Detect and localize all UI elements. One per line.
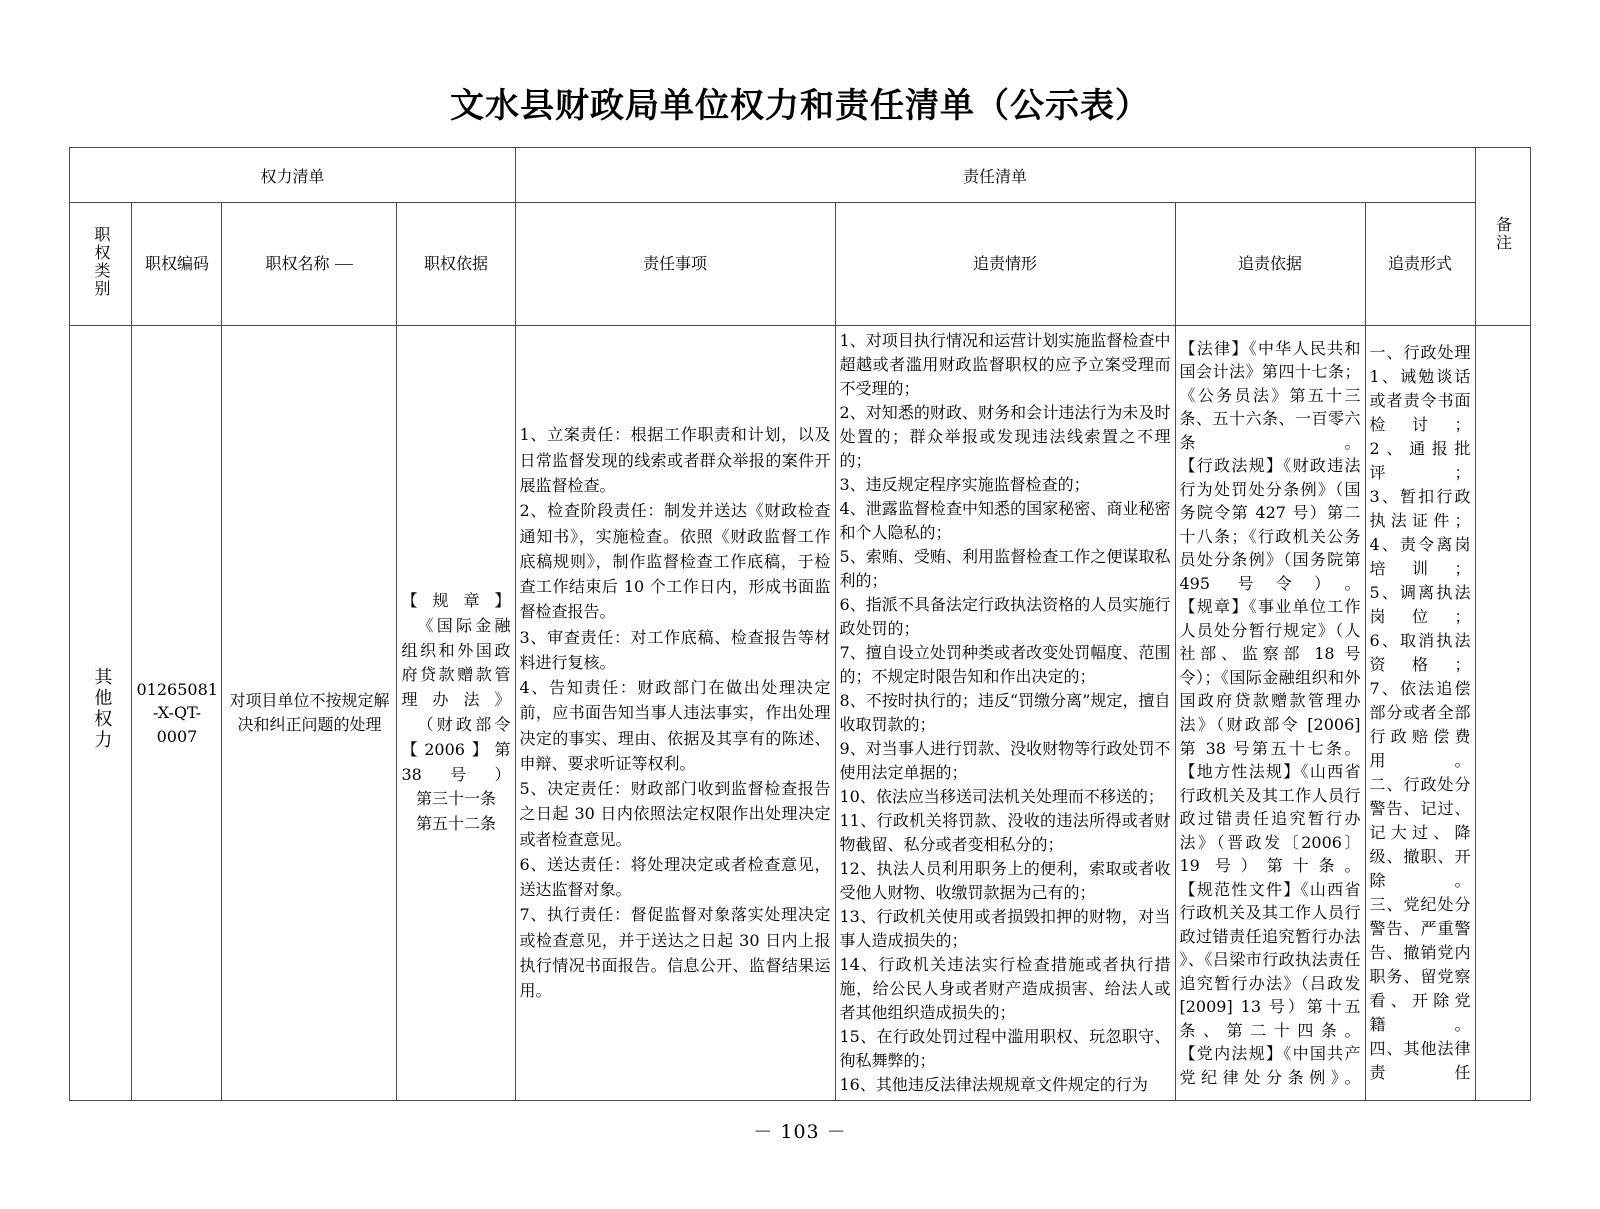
situation-item: 13、行政机关使用或者损毁扣押的财物，对当事人造成损失的；: [839, 907, 1171, 950]
column-header-name-label: 职权名称: [265, 253, 330, 273]
cell-forms: [1365, 326, 1475, 1101]
form-item: 二、行政处分: [1369, 775, 1471, 794]
situation-item: 4、泄露监督检查中知悉的国家秘密、商业秘密和个人隐私的；: [839, 499, 1171, 542]
cell-code: [132, 326, 222, 1101]
form-item: 警告、严重警告、撤销党内职务、留党察看、开除党籍。: [1369, 919, 1471, 1034]
column-header-duties: [515, 203, 835, 326]
column-header-code-label: 职权编码: [144, 253, 209, 273]
situation-item: 9、对当事人进行罚款、没收财物等行政处罚不使用法定单据的；: [839, 739, 1171, 782]
reference-item: 【行政法规】《财政违法行为处罚处分条例》（国务院令第 427 号）第二十八条；《行政机关公务员处分条例》（国务院第 495 号令）。: [1179, 456, 1361, 593]
group-header-duty-list: 责任清单: [515, 148, 1475, 203]
situation-item: 5、索贿、受贿、利用监督检查工作之便谋取私利的；: [839, 547, 1171, 590]
form-item: 警告、记过、记大过、降级、撤职、开除。: [1369, 799, 1471, 890]
situation-item: 2、对知悉的财政、财务和会计违法行为未及时处置的；群众举报或发现违法线索置之不理的；: [839, 403, 1171, 470]
column-header-note: [1475, 148, 1530, 326]
duty-item: 5、决定责任：财政部门收到监督检查报告之日起 30 日内依照法定权限作出处理决定或者检查意见。: [519, 779, 831, 849]
duty-item: 7、执行责任：督促监督对象落实处理决定或检查意见，并于送达之日起 30 日内上报执行情况书面报告。信息公开、监督结果运用。: [519, 905, 831, 1001]
cell-references: [1175, 326, 1365, 1101]
duty-item: 1、立案责任：根据工作职责和计划，以及日常监督发现的线索或者群众举报的案件开展监督检查。: [519, 425, 831, 495]
duty-item: 4、告知责任：财政部门在做出处理决定前，应书面告知当事人违法事实，作出处理决定的事实、理由、依据及其享有的陈述、申辩、要求听证等权利。: [519, 678, 831, 773]
table-group-header-row: [70, 148, 1530, 203]
cell-note: [1475, 326, 1530, 1101]
document-page: [0, 78, 1600, 1209]
situation-item: 14、行政机关违法实行检查措施或者执行措施，给公民人身或者财产造成损害、给法人或者其他组织造成损失的；: [839, 955, 1171, 1022]
form-item: 7、依法追偿部分或者全部行政赔偿费用。: [1369, 679, 1471, 770]
situation-item: 3、违反规定程序实施监督检查的；: [839, 475, 1090, 494]
form-item: 2、通报批评；: [1369, 439, 1471, 482]
reference-item: 【地方性法规】《山西省行政机关及其工作人员行政过错责任追究暂行办法》（晋政发〔2006〕19 号）第十条。: [1179, 762, 1361, 876]
form-item: 四、其他法律责任: [1369, 1039, 1471, 1082]
basis-line: 第三十一条: [415, 789, 496, 809]
power-and-duty-list-table: [69, 147, 1530, 1101]
basis-line: （财政部令【2006】第38号）: [401, 715, 511, 784]
cell-category-text: 其他权力: [91, 667, 113, 752]
cell-code-line1: 01265081: [136, 680, 218, 700]
basis-line: 【规章】: [401, 591, 511, 611]
table-row: [70, 326, 1530, 1101]
duty-item: 6、送达责任：将处理决定或者检查意见，送达监督对象。: [519, 854, 831, 900]
form-item: 三、党纪处分: [1369, 895, 1471, 914]
column-header-references: [1175, 203, 1365, 326]
situation-item: 10、依法应当移送司法机关处理而不移送的；: [839, 787, 1164, 806]
cell-basis: [397, 326, 515, 1101]
column-header-basis: [397, 203, 515, 326]
situation-item: 6、指派不具备法定行政执法资格的人员实施行政处罚的；: [839, 595, 1171, 638]
form-item: 6、取消执法资格；: [1369, 631, 1471, 674]
situation-item: 7、擅自设立处罚种类或者改变处罚幅度、范围的；不规定时限告知和作出决定的；: [839, 643, 1171, 686]
duty-item: 3、审查责任：对工作底稿、检查报告等材料进行复核。: [519, 627, 831, 672]
duty-item: 2、检查阶段责任：制发并送达《财政检查通知书》，实施检查。依照《财政监督工作底稿规则》，制作监督检查工作底稿，于检查工作结束后 10 个工作日内，形成书面监督检查报告。: [519, 501, 831, 622]
basis-line: 《国际金融组织和外国政府贷款赠款管理办法》: [401, 615, 511, 710]
table-column-header-row: [70, 203, 1530, 326]
situation-item: 15、在行政处罚过程中滥用职权、玩忽职守、徇私舞弊的；: [839, 1027, 1171, 1070]
column-header-references-label: 追责依据: [1237, 253, 1302, 273]
form-item: 3、暂扣行政执法证件；: [1369, 487, 1471, 530]
cell-code-line3: 0007: [156, 726, 198, 746]
basis-line: 第五十二条: [415, 814, 496, 834]
situation-item: 16、其他违反法律法规规章文件规定的行为: [839, 1075, 1148, 1094]
group-header-power-list: 权力清单: [70, 148, 515, 203]
form-item: 一、行政处理: [1369, 343, 1471, 362]
column-header-forms: [1365, 203, 1475, 326]
reference-item: 【法律】《中华人民共和国会计法》第四十七条；《公务员法》第五十三条、五十六条、一百零六条。: [1179, 338, 1361, 452]
cell-duties: [515, 326, 835, 1101]
reference-item: 【规章】《事业单位工作人员处分暂行规定》（人社部、监察部 18 号令）；《国际金融组织和外国政府贷款赠款管理办法》（财政部令 [2006] 第 38 号第五十七条。: [1179, 597, 1361, 758]
column-header-name: [222, 203, 397, 326]
column-header-basis-label: 职权依据: [423, 253, 488, 273]
situation-item: 1、对项目执行情况和运营计划实施监督检查中超越或者滥用财政监督职权的应予立案受理而不受理的；: [839, 331, 1171, 398]
dash-separator-icon: [335, 264, 353, 265]
column-header-note-label: 备注: [1493, 216, 1513, 253]
cell-situations: [835, 326, 1175, 1101]
form-item: 5、调离执法岗位；: [1369, 583, 1471, 626]
reference-item: 【党内法规】《中国共产党纪律处分条例》。: [1179, 1044, 1361, 1087]
column-header-forms-label: 追责形式: [1388, 253, 1453, 273]
cell-category: [70, 326, 132, 1101]
situation-item: 11、行政机关将罚款、没收的违法所得或者财物截留、私分或者变相私分的；: [839, 811, 1171, 854]
reference-item: 【规范性文件】《山西省行政机关及其工作人员行政过错责任追究暂行办法 》、《吕梁市行政执法责任追究暂行办法》（吕政发 [2009] 13 号）第十五条、第二十四条。: [1179, 879, 1361, 1040]
column-header-duties-label: 责任事项: [642, 253, 707, 273]
page-title: 文水县财政局单位权力和责任清单（公示表）: [450, 86, 1150, 126]
column-header-category-label: 职权类别: [91, 225, 111, 298]
form-item: 4、责令离岗培训；: [1369, 535, 1471, 578]
cell-name: 对项目单位不按规定解决和纠正问题的处理: [222, 326, 397, 1101]
cell-code-line2: -X-QT-: [152, 703, 202, 723]
situation-item: 8、不按时执行的；违反“罚缴分离”规定，擅自收取罚款的；: [839, 691, 1171, 734]
column-header-situations: [835, 203, 1175, 326]
column-header-situations-label: 追责情形: [972, 253, 1037, 273]
situation-item: 12、执法人员利用职务上的便利，索取或者收受他人财物、收缴罚款据为己有的；: [839, 859, 1171, 902]
column-header-category: [70, 203, 132, 326]
form-item: 1、诫勉谈话或者责令书面检讨；: [1369, 367, 1471, 434]
page-number: － 103 －: [753, 1121, 847, 1143]
column-header-code: [132, 203, 222, 326]
